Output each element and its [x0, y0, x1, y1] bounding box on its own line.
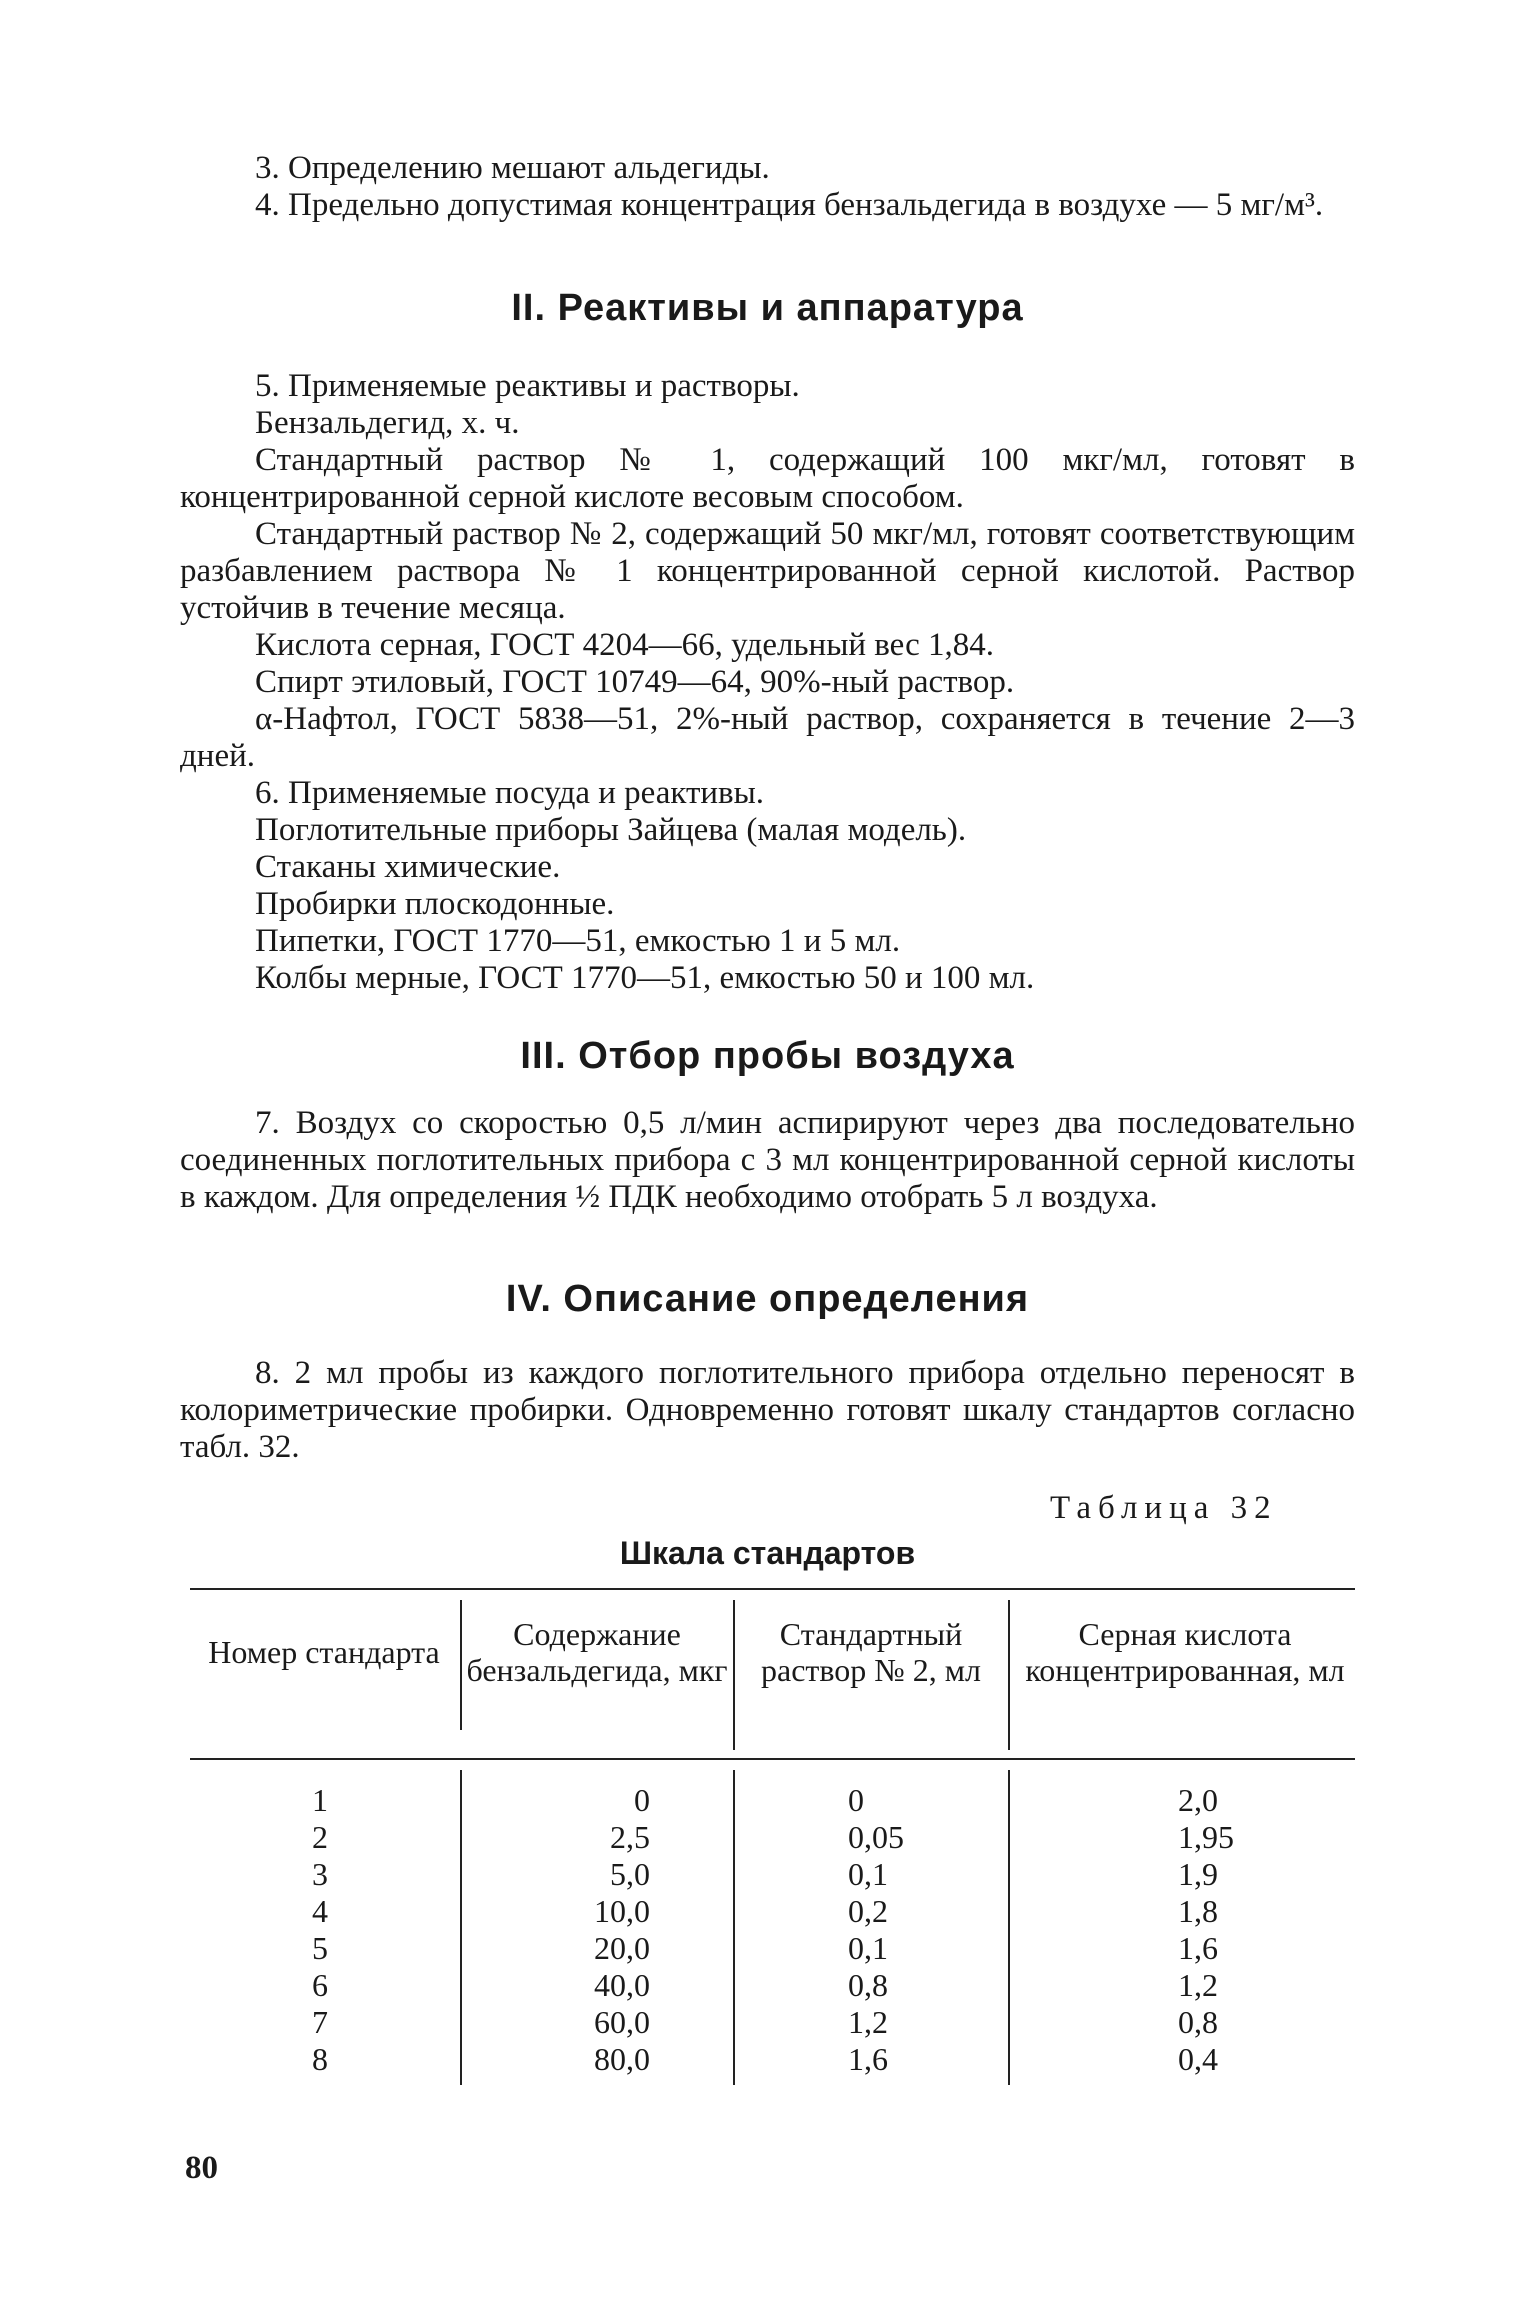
intro-block — [180, 150, 1355, 224]
table-cell: 8 — [312, 2041, 328, 2077]
table-vrule-5 — [733, 1770, 735, 2085]
section-4-body — [180, 1355, 1355, 1466]
table-column-acid — [1130, 1782, 1298, 2078]
table-header-content: Содержание бензальдегида, мкг — [466, 1616, 728, 1688]
s2-line-8: Поглотительные приборы Зайцева (малая модель). — [255, 812, 967, 848]
table-cell: 1,6 — [1178, 1930, 1218, 1966]
table-cell: 2,0 — [1178, 1782, 1218, 1818]
table-cell: 0,8 — [848, 1967, 888, 2003]
table-cell: 0,1 — [848, 1930, 888, 1966]
table-vrule-4 — [460, 1770, 462, 2085]
table-cell: 0,4 — [1178, 2041, 1218, 2077]
table-vrule-1 — [460, 1600, 462, 1730]
paragraph-3: 3. Определению мешают альдегиды. — [255, 150, 770, 186]
table-cell: 40,0 — [594, 1967, 650, 2003]
table-cell: 0,2 — [848, 1893, 888, 1929]
s2-line-5: Спирт этиловый, ГОСТ 10749—64, 90%-ный раствор. — [255, 664, 1015, 700]
table-cell: 20,0 — [594, 1930, 650, 1966]
page-number: 80 — [185, 2150, 218, 2186]
table-header-number: Номер стандарта — [208, 1634, 440, 1670]
table-cell: 2 — [312, 1819, 328, 1855]
table-cell: 2,5 — [610, 1819, 650, 1855]
table-header-rule — [190, 1758, 1355, 1760]
s2-line-6: α-Нафтол, ГОСТ 5838—51, 2%-ный раствор, сохраняется в течение 2—3 дней. — [180, 701, 1355, 774]
table-cell: 4 — [312, 1893, 328, 1929]
table-cell: 1,9 — [1178, 1856, 1218, 1892]
table-vrule-3 — [1008, 1600, 1010, 1750]
section-4-heading: IV. Описание определения — [505, 1278, 1030, 1320]
s2-line-10: Пробирки плоскодонные. — [255, 886, 615, 922]
table-cell: 0,8 — [1178, 2004, 1218, 2040]
table-number: Таблица 32 — [1050, 1490, 1278, 1526]
table-cell: 1,8 — [1178, 1893, 1218, 1929]
table-cell: 0 — [848, 1782, 864, 1818]
table-cell: 0 — [634, 1782, 650, 1818]
table-cell: 1,6 — [848, 2041, 888, 2077]
section-3-heading: III. Отбор пробы воздуха — [520, 1035, 1015, 1077]
table-column-standard — [800, 1782, 968, 2078]
table-cell: 0,05 — [848, 1819, 904, 1855]
paragraph-8: 8. 2 мл пробы из каждого поглотительного прибора отдельно переносят в колориметрические пробирки. Одновременно готовят шкалу стандартов согласно табл. 32. — [180, 1355, 1355, 1465]
s2-line-7: 6. Применяемые посуда и реактивы. — [255, 775, 765, 811]
table-title: Шкала стандартов — [619, 1535, 916, 1571]
table-cell: 5,0 — [610, 1856, 650, 1892]
table-cell: 1,2 — [848, 2004, 888, 2040]
table-cell: 80,0 — [594, 2041, 650, 2077]
section-2-body — [180, 368, 1355, 997]
s2-line-1: Бензальдегид, х. ч. — [255, 405, 520, 441]
table-top-rule — [190, 1588, 1355, 1590]
section-2-heading: II. Реактивы и аппаратура — [511, 287, 1024, 329]
table-vrule-6 — [1008, 1770, 1010, 2085]
table-cell: 0,1 — [848, 1856, 888, 1892]
table-cell: 3 — [312, 1856, 328, 1892]
paragraph-4: 4. Предельно допустимая концентрация бензальдегида в воздухе — 5 мг/м³. — [255, 187, 1324, 223]
s2-line-9: Стаканы химические. — [255, 849, 561, 885]
s2-line-12: Колбы мерные, ГОСТ 1770—51, емкостью 50 и 100 мл. — [255, 960, 1035, 996]
table-cell: 60,0 — [594, 2004, 650, 2040]
section-3-body — [180, 1105, 1355, 1216]
table-column-content — [530, 1782, 650, 2078]
table-header-acid: Серная кислота концентрированная, мл — [1025, 1616, 1345, 1688]
table-cell: 10,0 — [594, 1893, 650, 1929]
table-cell: 1 — [312, 1782, 328, 1818]
s2-line-11: Пипетки, ГОСТ 1770—51, емкостью 1 и 5 мл. — [255, 923, 901, 959]
table-cell: 5 — [312, 1930, 328, 1966]
s2-line-3: Стандартный раствор № 2, содержащий 50 мкг/мл, готовят соответствующим разбавлением раствора № 1 концентрированной серной кислотой. Раствор устойчив в течение месяца. — [180, 516, 1355, 626]
s2-line-0: 5. Применяемые реактивы и растворы. — [255, 368, 800, 404]
s2-line-2: Стандартный раствор № 1, содержащий 100 мкг/мл, готовят в концентрированной серной кислоте весовым способом. — [180, 442, 1355, 515]
table-cell: 7 — [312, 2004, 328, 2040]
table-vrule-2 — [733, 1600, 735, 1750]
paragraph-7: 7. Воздух со скоростью 0,5 л/мин аспирируют через два последовательно соединенных поглотительных прибора с 3 мл концентрированной серной кислоты в каждом. Для определения ½ ПДК необходимо отобрать 5 л воздуха. — [180, 1105, 1355, 1215]
s2-line-4: Кислота серная, ГОСТ 4204—66, удельный вес 1,84. — [255, 627, 995, 663]
table-cell: 1,2 — [1178, 1967, 1218, 2003]
table-cell: 6 — [312, 1967, 328, 2003]
table-column-number — [250, 1782, 390, 2078]
table-cell: 1,95 — [1178, 1819, 1234, 1855]
table-header-standard: Стандартный раствор № 2, мл — [760, 1616, 982, 1688]
